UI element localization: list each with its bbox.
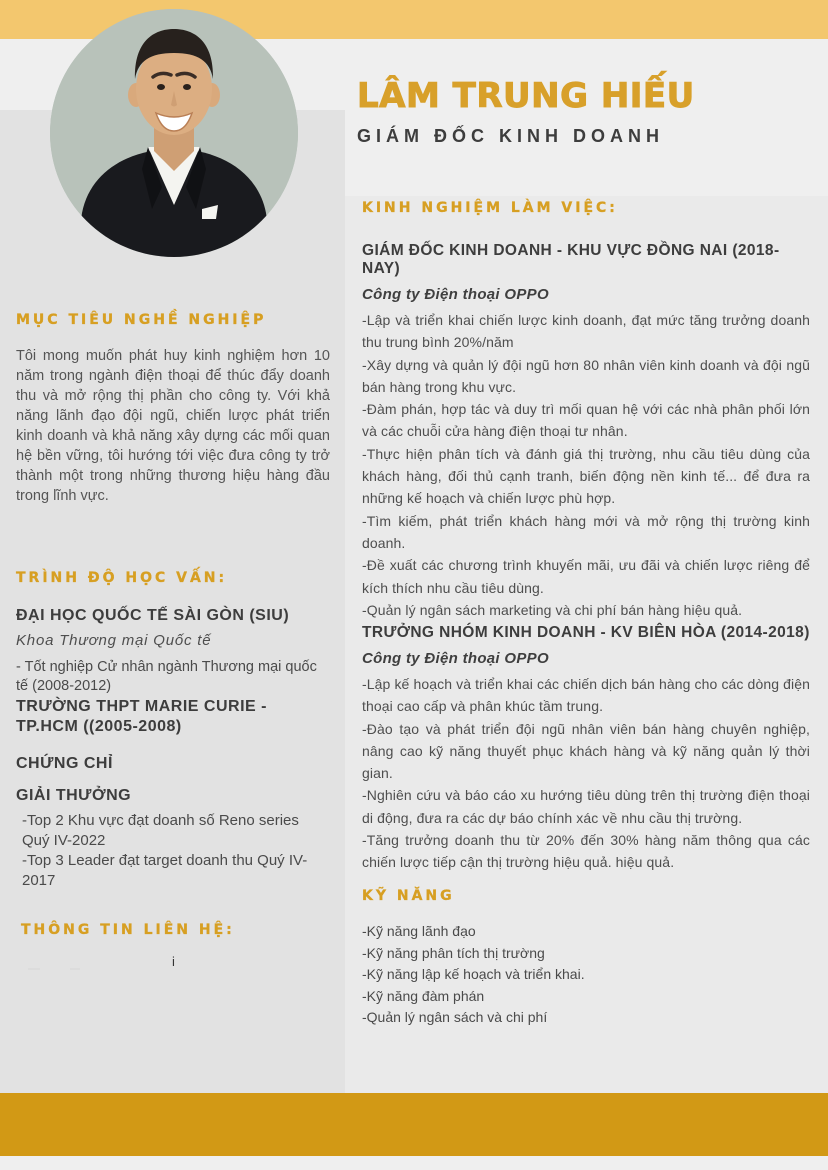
experience-heading: KINH NGHIỆM LÀM VIỆC: xyxy=(362,200,618,216)
education-detail: - Tốt nghiệp Cử nhân ngành Thương mại quốc tế (2008-2012) xyxy=(16,659,317,694)
awards-heading: GIẢI THƯỞNG xyxy=(16,787,132,804)
contact-heading: THÔNG TIN LIÊN HỆ: xyxy=(21,922,235,938)
job-bullets xyxy=(362,309,810,621)
experience-section xyxy=(362,200,810,621)
job-title: GIÁM ĐỐC KINH DOANH - KHU VỰC ĐỒNG NAI (2018-NAY) xyxy=(362,242,780,277)
education-highschool: TRƯỜNG THPT MARIE CURIE - TP.HCM ((2005-2008) xyxy=(16,698,267,735)
certificates-heading: CHỨNG CHỈ xyxy=(16,755,113,772)
job-bullet: -Đề xuất các chương trình khuyến mãi, ưu đãi và chiến lược riêng để kích thích nhu cầu tiêu dùng. xyxy=(362,557,810,596)
portrait-man-suit-illustration xyxy=(50,9,298,257)
job-bullet: -Đào tạo và phát triển đội ngũ nhân viên bán hàng chuyên nghiệp, nâng cao kỹ năng thuyết phục khách hàng và kỹ năng quản lý thời gian. xyxy=(362,720,810,782)
award-item: -Top 3 Leader đạt target doanh thu Quý IV-2017 xyxy=(22,852,308,889)
skills-heading: KỸ NĂNG xyxy=(362,888,455,904)
job-bullet: -Thực hiện phân tích và đánh giá thị trường, nhu cầu tiêu dùng của khách hàng, đối thủ cạnh tranh, biến động nền kinh tế... để đưa ra những kế hoạch và chiến lược phù hợp. xyxy=(362,445,810,507)
education-section xyxy=(16,570,330,891)
job-bullet: -Lập kế hoạch và triển khai các chiến dịch bán hàng cho các dòng điện thoại cao cấp và phân khúc tầm trung. xyxy=(362,676,810,715)
contact-section xyxy=(16,922,330,1002)
objective-text: Tôi mong muốn phát huy kinh nghiệm hơn 10 năm trong ngành điện thoại để thúc đẩy doanh thu và mở rộng thị phần cho công ty. Với khả năng lãnh đạo đội ngũ, chiến lược phát triển kinh doanh và khả năng xây dựng các mối quan hệ bền vững, tôi hướng tới việc đưa công ty trở thành một trong những thương hiệu hàng đầu trong lĩnh vực. xyxy=(16,348,330,504)
redacted-contact-mark xyxy=(70,968,80,970)
job-entry xyxy=(362,598,810,874)
job-bullet: -Xây dựng và quản lý đội ngũ hơn 80 nhân viên kinh doanh và đội ngũ bán hàng trong khu vực. xyxy=(362,356,810,395)
job-bullets xyxy=(362,673,810,874)
skill-item: -Quản lý ngân sách và chi phí xyxy=(362,1009,548,1026)
skills-section xyxy=(362,888,810,1029)
profile-photo xyxy=(50,9,298,257)
education-university: ĐẠI HỌC QUỐC TẾ SÀI GÒN (SIU) xyxy=(16,607,290,624)
bottom-gold-band xyxy=(0,1093,828,1156)
job-bullet: -Nghiên cứu và báo cáo xu hướng tiêu dùng trên thị trường điện thoại di động, đưa ra các dự báo chính xác về nhu cầu thị trường. xyxy=(362,787,810,826)
job-bullet: -Tăng trưởng doanh thu từ 20% đến 30% hàng năm thông qua các chiến lược tiếp cận thị trường hiệu quả. hiệu quả. xyxy=(362,832,810,871)
redacted-contact-mark xyxy=(28,968,40,970)
objective-heading: MỤC TIÊU NGHỀ NGHIỆP xyxy=(16,312,267,328)
education-heading: TRÌNH ĐỘ HỌC VẤN: xyxy=(16,570,228,586)
job-bullet: -Lập và triển khai chiến lược kinh doanh, đạt mức tăng trưởng doanh thu trung bình 20%/năm xyxy=(362,312,810,351)
job-title: TRƯỞNG NHÓM KINH DOANH - KV BIÊN HÒA (2014-2018) xyxy=(362,624,810,641)
skill-item: -Kỹ năng lãnh đạo xyxy=(362,923,476,939)
award-item: -Top 2 Khu vực đạt doanh số Reno series Quý IV-2022 xyxy=(22,812,299,849)
education-faculty: Khoa Thương mại Quốc tế xyxy=(16,632,212,649)
redacted-contact-text: i xyxy=(172,954,175,969)
skills-list xyxy=(362,921,810,1029)
job-company: Công ty Điện thoại OPPO xyxy=(362,286,549,303)
job-company: Công ty Điện thoại OPPO xyxy=(362,650,549,667)
person-name: LÂM TRUNG HIẾU xyxy=(357,76,695,116)
header-block xyxy=(357,76,817,147)
job-bullet: -Đàm phán, hợp tác và duy trì mối quan hệ với các nhà phân phối lớn và các chuỗi cửa hàng điện thoại tư nhân. xyxy=(362,401,810,440)
skill-item: -Kỹ năng đàm phán xyxy=(362,987,485,1004)
job-entry xyxy=(362,242,810,621)
job-bullet: -Quản lý ngân sách marketing và chi phí bán hàng hiệu quả. xyxy=(362,601,743,618)
skill-item: -Kỹ năng lập kế hoạch và triển khai. xyxy=(362,966,585,983)
job-bullet: -Tìm kiếm, phát triển khách hàng mới và mở rộng thị trường kinh doanh. xyxy=(362,512,810,551)
skill-item: -Kỹ năng phân tích thị trường xyxy=(362,944,545,961)
person-job-title: GIÁM ĐỐC KINH DOANH xyxy=(357,126,664,146)
objective-section xyxy=(16,312,330,521)
awards-list xyxy=(16,811,330,891)
